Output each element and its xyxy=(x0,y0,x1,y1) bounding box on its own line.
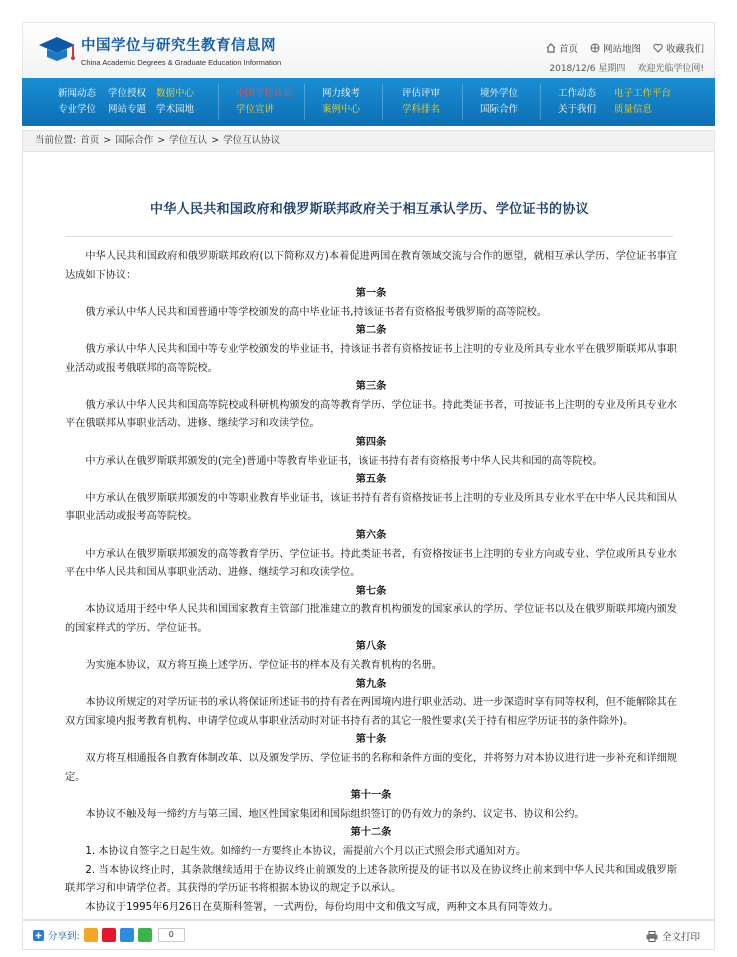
breadcrumb-current[interactable]: 学位互认协议 xyxy=(223,135,281,146)
home-link-label: 首页 xyxy=(558,44,578,55)
breadcrumb-mutual-recognition[interactable]: 学位互认 xyxy=(169,135,208,146)
article-paragraph: 俄方承认中华人民共和国高等院校或科研机构颁发的高等教育学历、学位证书。持此类证书者，可按证书上注明的专业及所具专业水平在俄联邦从事职业活动、进修、继续学习和攻读学位。 xyxy=(65,399,677,430)
breadcrumb xyxy=(22,130,715,152)
nav-divider xyxy=(382,84,383,120)
bookmark-link[interactable] xyxy=(653,41,704,55)
article-title: 中华人民共和国政府和俄罗斯联邦政府关于相互承认学历、学位证书的协议 xyxy=(150,202,589,217)
share-label: 分享到: xyxy=(48,931,80,942)
nav-col-4 xyxy=(236,86,293,118)
site-header xyxy=(22,22,715,78)
nav-item-evaluation[interactable]: 评估评审 xyxy=(402,88,441,99)
breadcrumb-label: 当前位置: xyxy=(35,135,77,146)
nav-col-3 xyxy=(156,86,194,118)
nav-item-case-center[interactable]: 案例中心 xyxy=(322,104,361,115)
sitemap-icon xyxy=(590,43,600,53)
article-paragraph: 本协议适用于经中华人民共和国国家教育主管部门批准建立的教育机构颁发的国家承认的学历、学位证书以及在俄罗斯联邦境内颁发的国家样式的学历、学位证书。 xyxy=(65,604,677,634)
bookmark-link-label: 收藏我们 xyxy=(665,44,704,55)
site-logo[interactable] xyxy=(37,33,281,67)
sitemap-link[interactable] xyxy=(590,41,641,55)
article-clause-heading: 第十条 xyxy=(355,734,387,746)
weibo-share-icon[interactable] xyxy=(102,928,116,942)
nav-item-data-center[interactable]: 数据中心 xyxy=(156,88,195,99)
nav-item-news[interactable]: 新闻动态 xyxy=(58,88,97,99)
site-name-en: China Academic Degrees & Graduate Education Information xyxy=(81,57,282,67)
plus-share-icon xyxy=(33,930,44,941)
article-clause-heading: 第二条 xyxy=(355,325,387,337)
article-paragraph: 俄方承认中华人民共和国普通中等学校颁发的高中毕业证书,持该证书者有资格报考俄罗斯的高等院校。 xyxy=(85,306,548,318)
article-paragraph: 中方承认在俄罗斯联邦颁发的(完全)普通中等教育毕业证书，该证书持有者有资格报考中华人民共和国的高等院校。 xyxy=(85,455,603,467)
article-paragraph: 中方承认在俄罗斯联邦颁发的中等职业教育毕业证书，该证书持有者有资格按证书上注明的专业及所具专业水平在中华人民共和国从事职业活动或报考高等院校。 xyxy=(65,492,677,523)
current-date: 2018/12/6 星期四 xyxy=(549,64,626,74)
nav-item-certification[interactable]: 中国学位认证 xyxy=(236,88,294,99)
print-label: 全文打印 xyxy=(661,932,700,943)
article-paragraph: 双方将互相通报各自教育体制改革、以及颁发学历、学位证书的名称和条件方面的变化，并将努力对本协议进行进一步补充和详细规定。 xyxy=(65,753,677,783)
article-paragraph: 中华人民共和国政府和俄罗斯联邦政府(以下简称双方)本着促进两国在教育领域交流与合作的愿望，就相互承认学历、学位证书事宜达成如下协议： xyxy=(65,251,677,281)
article-paragraph: 中方承认在俄罗斯联邦颁发的高等教育学历、学位证书。持此类证书者，有资格按证书上注明的专业方向或专业、学位或所具专业水平在中华人民共和国从事职业活动、进修、继续学习和攻读学位。 xyxy=(65,548,677,579)
nav-col-1 xyxy=(58,86,96,118)
nav-col-7 xyxy=(480,86,518,118)
article-body xyxy=(65,248,677,917)
printer-icon xyxy=(646,931,658,942)
nav-item-authorization[interactable]: 学位授权 xyxy=(108,88,147,99)
graduation-cap-icon xyxy=(37,33,77,67)
article-clause-heading: 第八条 xyxy=(355,641,387,653)
nav-item-ranking[interactable]: 学科排名 xyxy=(402,104,441,115)
nav-item-online-exam[interactable]: 网力线考 xyxy=(322,88,361,99)
article-clause-heading: 第五条 xyxy=(355,474,387,486)
site-name-cn: 中国学位与研究生教育信息网 xyxy=(81,37,276,54)
article-clause-heading: 第一条 xyxy=(355,288,387,300)
nav-item-international[interactable]: 国际合作 xyxy=(480,104,519,115)
article-clause-heading: 第十一条 xyxy=(350,790,392,802)
top-links xyxy=(546,41,704,55)
nav-col-2 xyxy=(108,86,146,118)
article-paragraph: 为实施本协议，双方将互换上述学历、学位证书的样本及有关教育机构的名册。 xyxy=(85,660,442,672)
nav-item-academic[interactable]: 学术园地 xyxy=(156,104,195,115)
nav-divider xyxy=(540,84,541,120)
print-button[interactable] xyxy=(646,929,700,943)
article-paragraph: 1. 本协议自签字之日起生效。如缔约一方要终止本协议，需提前六个月以正式照会形式通知对方。 xyxy=(85,846,527,857)
sitemap-link-label: 网站地图 xyxy=(602,44,641,55)
breadcrumb-international[interactable]: 国际合作 xyxy=(115,135,154,146)
share-count: 0 xyxy=(158,928,185,942)
qzone-share-icon[interactable] xyxy=(84,928,98,942)
nav-divider xyxy=(462,84,463,120)
heart-icon xyxy=(653,43,663,53)
breadcrumb-separator: > xyxy=(211,135,220,146)
article-clause-heading: 第三条 xyxy=(355,381,387,393)
nav-item-overseas[interactable]: 境外学位 xyxy=(480,88,519,99)
nav-item-e-platform[interactable]: 电子工作平台 xyxy=(614,88,672,99)
welcome-text: 欢迎光临学位网! xyxy=(637,64,704,74)
nav-col-8 xyxy=(558,86,596,118)
article-paragraph: 2. 当本协议终止时，其条款继续适用于在协议终止前颁发的上述各款所提及的证书以及在协议终止前来到中华人民共和国或俄罗斯联邦学习和申请学位者。其获得的学历证书将根据本协议的规定予以承认。 xyxy=(65,864,677,895)
article-clause-heading: 第七条 xyxy=(355,585,387,597)
home-link[interactable] xyxy=(546,41,578,55)
nav-item-work-news[interactable]: 工作动态 xyxy=(558,88,597,99)
home-icon xyxy=(546,43,556,53)
tencent-weibo-share-icon[interactable] xyxy=(120,928,134,942)
nav-divider xyxy=(304,84,305,120)
nav-item-professional-degree[interactable]: 专业学位 xyxy=(58,104,97,115)
article-clause-heading: 第六条 xyxy=(355,529,387,541)
title-divider xyxy=(65,236,673,237)
article-clause-heading: 第四条 xyxy=(355,436,387,448)
nav-col-5 xyxy=(322,86,360,118)
article-paragraph: 本协议不触及每一缔约方与第三国、地区性国家集团和国际组织签订的仍有效力的条约、议定书、协议和公约。 xyxy=(85,808,585,820)
nav-item-topics[interactable]: 网站专题 xyxy=(108,104,147,115)
nav-divider xyxy=(218,84,219,120)
article-paragraph: 俄方承认中华人民共和国中等专业学校颁发的毕业证书，持该证书者有资格按证书上注明的专业及所具专业水平在俄罗斯联邦从事职业活动或报考俄联邦的高等院校。 xyxy=(65,343,677,374)
nav-item-quality[interactable]: 质量信息 xyxy=(614,104,653,115)
nav-item-about[interactable]: 关于我们 xyxy=(558,104,597,115)
main-nav xyxy=(22,78,715,126)
nav-col-6 xyxy=(402,86,440,118)
nav-col-9 xyxy=(614,86,671,118)
date-line xyxy=(549,61,704,74)
article-clause-heading: 第十二条 xyxy=(350,827,392,839)
breadcrumb-separator: > xyxy=(103,135,112,146)
article-container xyxy=(22,152,715,920)
article-footer xyxy=(22,920,715,950)
breadcrumb-home[interactable]: 首页 xyxy=(80,135,100,146)
nav-item-degree-promotion[interactable]: 学位宣讲 xyxy=(236,104,275,115)
article-clause-heading: 第九条 xyxy=(355,678,387,690)
renren-share-icon[interactable] xyxy=(138,928,152,942)
share-bar xyxy=(33,928,185,942)
article-paragraph: 本协议所规定的对学历证书的承认将保证所述证书的持有者在两国境内进行职业活动、进一步深造时享有同等权利，但不能解除其在双方国家境内报考教育机构、申请学位或从事职业活动时对证书持有者的其它一般性要求(关于持有相应学历证书的条件除外)。 xyxy=(65,697,677,727)
article-paragraph: 本协议于1995年6月26日在莫斯科签署，一式两份，每份均用中文和俄文写成，两种文本具有同等效力。 xyxy=(85,901,559,913)
breadcrumb-separator: > xyxy=(157,135,166,146)
